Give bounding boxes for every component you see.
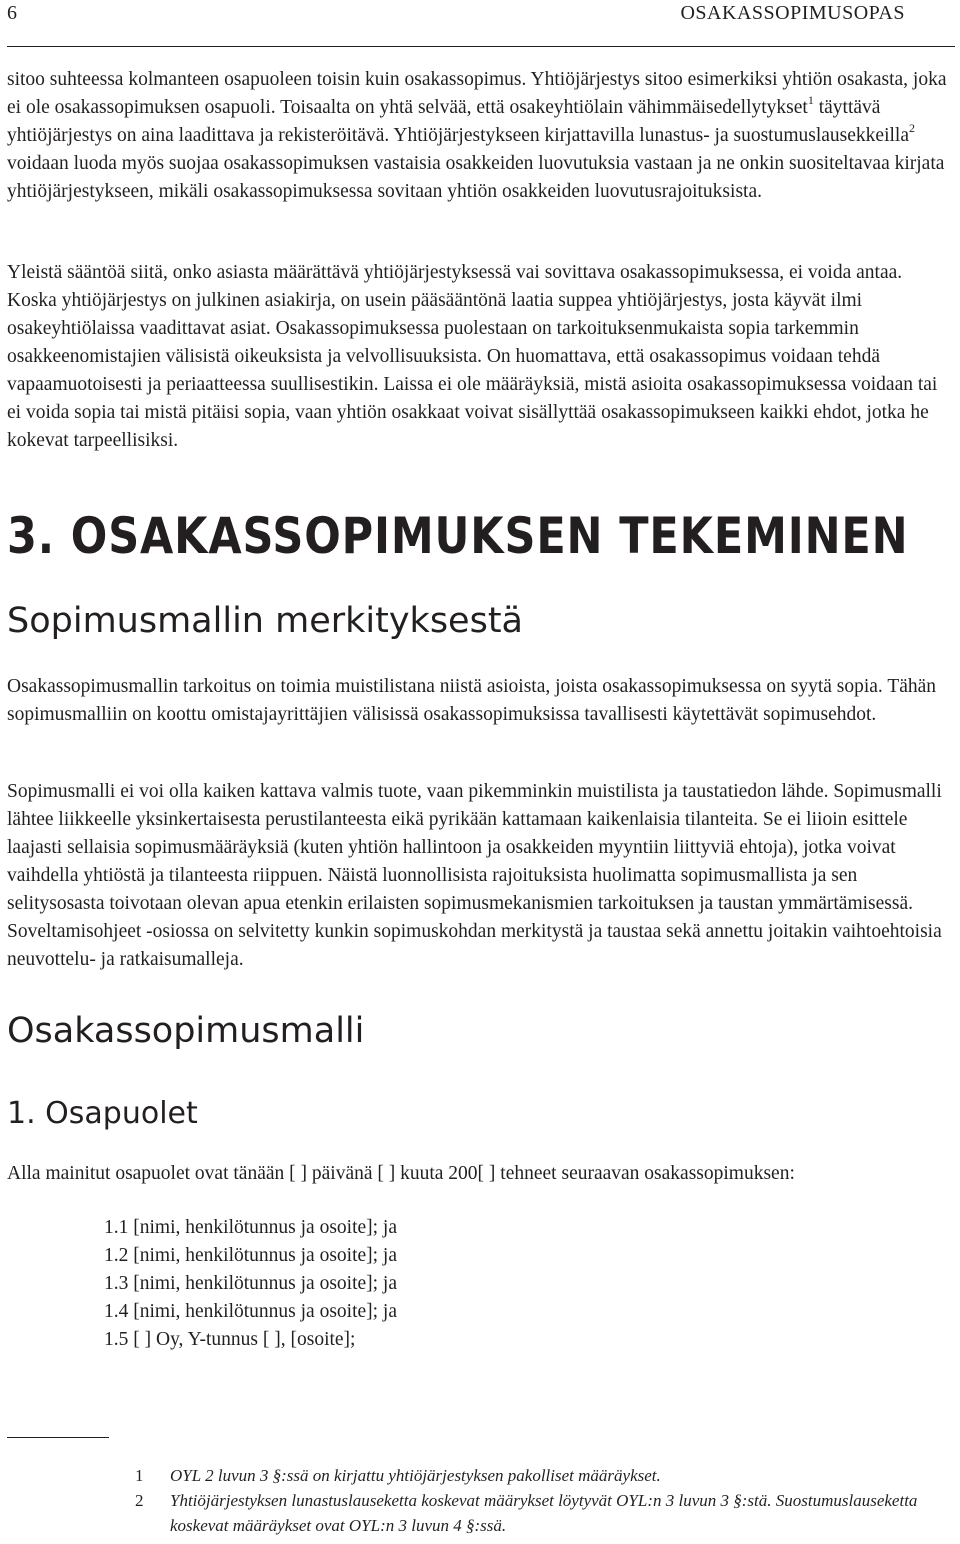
footnote-text: OYL 2 luvun 3 §:ssä on kirjattu yhtiöjärjestyksen pakolliset määräykset. [170, 1466, 661, 1485]
paragraph-limitations: Sopimusmalli ei voi olla kaiken kattava valmis tuote, vaan pikemminkin muistilista ja taustatiedon lähde. Sopimusmalli lähtee liikkeelle yksinkertaisesta perustilanteesta eikä pyrikään kattamaan kaikenlaisia tilanteita. Se ei liioin esittele laajasti sellaisia sopimusmääräyksiä (kuten yhtiön hallintoon ja osakkeiden myyntiin liittyviä ehtoja), jotka voivat vaihdella yhtiöstä ja tilanteesta riippuen. Näistä luonnollisista rajoituksista huolimatta sopimusmallista ja sen selitysosasta toivotaan olevan apua etenkin erilaisten sopimusmekanismien tarkoituksen ja taustan ymmärtämisessä. Soveltamisohjeet -osiossa on selvitetty kunkin sopimuskohdan merkitystä ja taustaa sekä annettu joitakin vaihtoehtoisia neuvottelu- ja ratkaisumalleja. [7, 781, 942, 970]
page-number: 6 [7, 2, 17, 24]
paragraph-intro [7, 66, 955, 206]
footnote-1 [7, 1463, 955, 1488]
footnote-ref-2: 2 [909, 120, 915, 135]
parties-list [104, 1214, 397, 1354]
list-item: 1.1 [nimi, henkilötunnus ja osoite]; ja [104, 1217, 398, 1238]
paragraph-text: voidaan luoda myös suojaa osakassopimuksen vastaisia osakkeiden luovutuksia vastaan ja ne onkin suositeltavaa kirjata yhtiöjärjestykseen, mikäli osakassopimuksessa sovitaan yhtiön osakkeiden luovutusrajoituksista. [7, 153, 945, 202]
footnote-number: 1 [135, 1466, 144, 1485]
running-title: OSAKASSOPIMUSOPAS [680, 2, 905, 24]
section-heading-purpose: Sopimusmallin merkityksestä [7, 601, 523, 641]
section-heading-model: Osakassopimusmalli [7, 1011, 365, 1051]
paragraph-text: täyttävä yhtiöjärjestys on aina laadittava ja rekisteröitävä. Yhtiöjärjestykseen kirjattavilla lunastus- ja suostumuslausekkeilla [7, 97, 909, 146]
paragraph-parties-intro: Alla mainitut osapuolet ovat tänään [ ] päivänä [ ] kuuta 200[ ] tehneet seuraavan osakassopimuksen: [7, 1163, 795, 1184]
chapter-heading: 3. OSAKASSOPIMUKSEN TEKEMINEN [7, 507, 909, 565]
list-item: 1.2 [nimi, henkilötunnus ja osoite]; ja [104, 1245, 398, 1266]
footnote-number: 2 [135, 1491, 144, 1510]
running-header [7, 0, 955, 47]
paragraph-purpose: Osakassopimusmallin tarkoitus on toimia muistilistana niistä asioista, joista osakassopimuksessa on syytä sopia. Tähän sopimusmalliin on koottu omistajayrittäjien välisissä osakassopimuksissa tavallisesti käytettävät sopimusehdot. [7, 676, 937, 725]
paragraph-text: sitoo suhteessa kolmanteen osapuoleen toisin kuin osakassopimus. Yhtiöjärjestys sitoo esimerkiksi yhtiön osakasta, joka ei ole osakassopimuksen osapuoli. Toisaalta on yhtä selvää, että osakeyhtiölain vähimmäisedellytykset [7, 69, 947, 118]
paragraph-general-rule: Yleistä sääntöä siitä, onko asiasta määrättävä yhtiöjärjestyksessä vai sovittava osakassopimuksessa, ei voida antaa. Koska yhtiöjärjestys on julkinen asiakirja, on usein pääsääntönä laatia suppea yhtiöjärjestys, josta käyvät ilmi osakeyhtiölaissa vaadittavat asiat. Osakassopimuksessa puolestaan on tarkoituksenmukaista sopia tarkemmin osakkeenomistajien välisistä oikeuksista ja velvollisuuksista. On huomattava, että osakassopimus voidaan tehdä vapaamuotoisesti ja periaatteessa suullisestikin. Laissa ei ole määräyksiä, mistä asioita osakassopimuksessa voidaan tai ei voida sopia tai mistä pitäisi sopia, vaan yhtiön osakkaat voivat sisällyttää osakassopimukseen kaikki ehdot, jotka he kokevat tarpeellisiksi. [7, 262, 938, 451]
footnote-text: Yhtiöjärjestyksen lunastuslauseketta koskevat määrykset löytyvät OYL:n 3 luvun 3 §:stä. Suostumuslauseketta koskevat määräykset ovat OYL:n 3 luvun 4 §:ssä. [170, 1491, 918, 1535]
list-item: 1.5 [ ] Oy, Y-tunnus [ ], [osoite]; [104, 1329, 356, 1350]
article-heading-parties: 1. Osapuolet [7, 1096, 198, 1131]
list-item: 1.4 [nimi, henkilötunnus ja osoite]; ja [104, 1301, 398, 1322]
footnote-2 [7, 1488, 955, 1538]
footnote-ref-1: 1 [807, 92, 814, 107]
footnote-divider [7, 1437, 109, 1438]
footnotes [7, 1463, 955, 1538]
list-item: 1.3 [nimi, henkilötunnus ja osoite]; ja [104, 1273, 398, 1294]
